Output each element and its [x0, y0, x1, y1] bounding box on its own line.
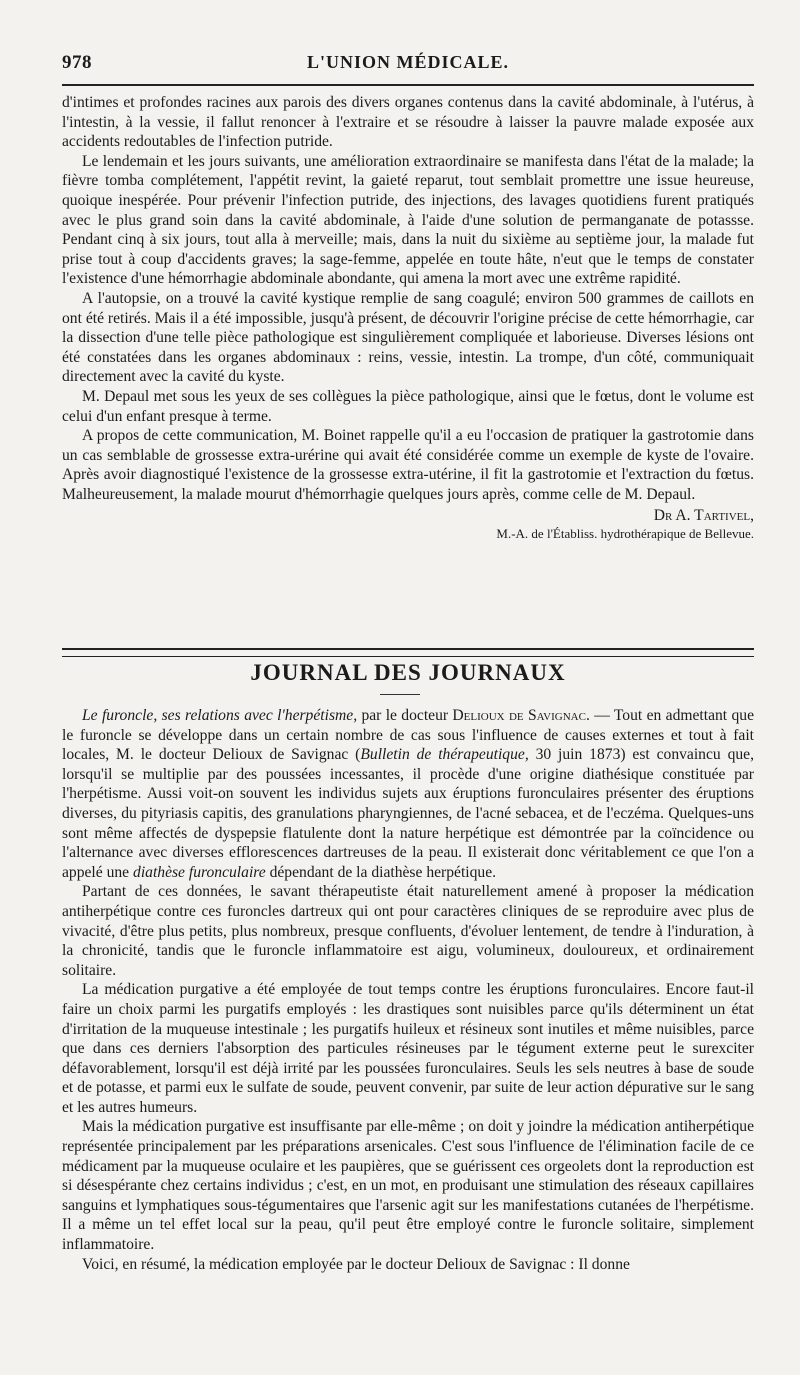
section-divider: [62, 648, 754, 657]
paragraph: A propos de cette communication, M. Boinet rappelle qu'il a eu l'occasion de pratiquer la gastrotomie dans un cas semblable de grossesse extra-urérine qui avait été considérée comme un exemple de kyste de l'ovaire. Après avoir diagnostiqué l'existence de la grossesse extra-utérine, il fit la gastrotomie et l'extraction du fœtus. Malheureusement, la malade mourut d'hémorrhagie quelques jours après, comme celle de M. Depaul.: [62, 427, 754, 503]
key-term: diathèse furonculaire: [133, 863, 266, 881]
signature-name: Dr A. Tartivel,: [653, 507, 754, 525]
lead-text: dépendant de la diathèse herpétique.: [265, 863, 497, 881]
author-affiliation: M.-A. de l'Établiss. hydrothérapique de Bellevue.: [496, 526, 754, 542]
source-citation: Bulletin de thérapeutique,: [360, 746, 529, 764]
paragraph: M. Depaul met sous les yeux de ses collègues la pièce pathologique, ainsi que le fœtus, dont le volume est celui d'un enfant presque à terme.: [62, 387, 754, 425]
paragraph: d'intimes et profondes racines aux parois des divers organes contenus dans la cavité abdominale, à l'utérus, à l'intestin, à la vessie, il fallut renoncer à l'extraire et se résoudre à laisser la pauvre malade exposée aux accidents redoutables de l'infection putride.: [62, 94, 754, 151]
section-title: JOURNAL DES JOURNAUX: [250, 660, 566, 685]
lead-paragraph: [62, 706, 754, 882]
article-topic: Le furoncle, ses relations avec l'herpétisme,: [82, 707, 358, 724]
running-head: [62, 52, 754, 82]
page-number: 978: [62, 52, 92, 73]
journal-title: L'UNION MÉDICALE.: [306, 52, 510, 72]
section-body: [62, 706, 754, 1274]
paragraph: Partant de ces données, le savant thérapeutiste était naturellement amené à proposer la médication antiherpétique contre ces furoncles dartreux qui ont pour caractères cliniques de se reproduire avec plus de vivacité, d'être plus petits, plus nombreux, presque confluents, d'évoluer lentement, de tendre à l'induration, à la chronicité, tandis que le furoncle inflammatoire est aigu, volumineux, douloureux, et ordinairement solitaire.: [62, 883, 754, 979]
article-continuation: [62, 93, 754, 543]
paragraph: Mais la médication purgative est insuffisante par elle-même ; on doit y joindre la médication antiherpétique représentée principalement par les préparations arsenicales. C'est sous l'influence de l'élimination facile de ce médicament par la muqueuse oculaire et les paupières, que se guérissent ces orgeolets dont la reproduction est si désespérante chez certains individus ; c'est, en un mot, en produisant une stimulation des réseaux capillaires sanguins et lymphatiques sous-tégumentaires que l'arsenic agit sur les manifestations cutanées de l'herpétisme. Il a même un tel effet local sur la peau, qu'il peut être employé contre le furoncle solitaire, simplement inflammatoire.: [62, 1118, 754, 1254]
paragraph: Le lendemain et les jours suivants, une amélioration extraordinaire se manifesta dans l'état de la malade; la fièvre tomba complétement, l'appétit revint, la gaieté reparut, tout semblait promettre une issue heureuse, quoique inespérée. Pour prévenir l'infection putride, des injections, des lavages quotidiens furent pratiqués avec le plus grand soin dans la cavité abdominale, à l'aide d'une solution de permanganate de potassse. Pendant cinq à six jours, tout alla à merveille; mais, dans la nuit du sixième au septième jour, la malade fut prise tout à coup d'accidents graves; la sage-femme, appelée en toute hâte, n'eut que le temps de constater l'existence d'une hémorrhagie abdominale abondante, qui amena la mort avec une extrême rapidité.: [62, 152, 754, 288]
paragraph: A l'autopsie, on a trouvé la cavité kystique remplie de sang coagulé; environ 500 grammes de caillots en ont été retirés. Mais il a été impossible, jusqu'à présent, de découvrir l'origine précise de cette hémorrhagie, car la dissection d'une telle pièce pathologique est singulièrement compliquée et laborieuse. Diverses lésions ont été constatées dans les organes abdominaux : reins, vessie, intestin. La trompe, d'un côté, communiquait directement avec la cavité du kyste.: [62, 289, 754, 386]
lead-text: — Tout en admettant que le furoncle se développe dans un certain nombre de cas sous l'influence de causes externes et tout à fait locales, M. le docteur Delioux de Savignac (: [62, 707, 754, 764]
paragraph: La médication purgative a été employée de tout temps contre les éruptions furonculaires. Encore faut-il faire un choix parmi les purgatifs employés : les drastiques sont nuisibles parce qu'ils déterminent un état d'irritation de la muqueuse intestinale ; les purgatifs huileux et résineux sont inutiles et même nuisibles, parce que dans ces derniers l'absorption des particules résineuses par le tégument externe peut le surexciter défavorablement, lorsqu'il est déjà irrité par les poussées furonculaires. Seuls les sels neutres à base de soude et de potasse, et parmi eux le sulfate de soude, peuvent convenir, par suite de leur action dépurative sur le sang et les autres humeurs.: [62, 981, 754, 1116]
byline-text: par le docteur: [357, 707, 453, 724]
lead-text: 30 juin 1873) est convaincu que, lorsqu'il se multiplie par des poussées incessantes, il procède d'une origine diathésique constituée par l'herpétisme. Aussi voit-on souvent les individus sujets aux éruptions furonculaires présenter des éruptions diverses, du pityriasis capitis, des granulations pharyngiennes, de l'acné sebacea, et de l'eczéma. Quelques-uns sont même affectés de dyspepsie flatulente dont la nature herpétique est démontrée par la coïncidence ou l'alternance avec diverses efflorescences dartreuses de la peau. Il existerait donc véritablement ce que l'on a appelé une: [62, 746, 754, 881]
author-signature: [62, 506, 754, 525]
title-underline: [380, 694, 420, 695]
article-author: Delioux de Savignac.: [452, 707, 590, 724]
header-rule: [62, 84, 754, 86]
paragraph: Voici, en résumé, la médication employée par le docteur Delioux de Savignac : Il donne: [82, 1255, 630, 1273]
